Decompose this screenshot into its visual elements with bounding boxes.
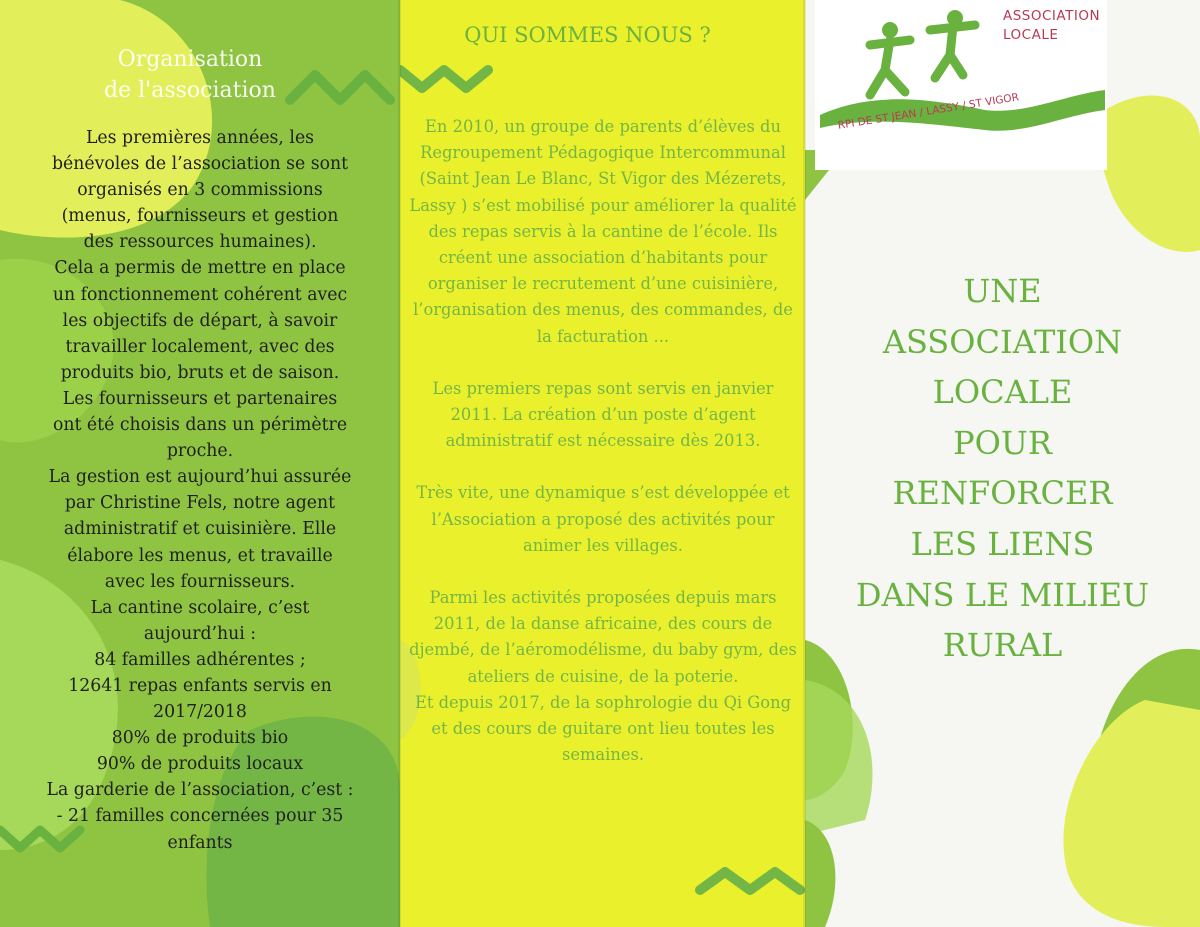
left-text-line: travailler localement, avec des (65, 336, 335, 357)
middle-paragraph-3: Très vite, une dynamique s’est développée et l’Association a proposé des activités pour animer les villages. (416, 483, 790, 555)
headline-line: UNE (963, 272, 1042, 310)
left-text-line: La gestion est aujourd’hui assurée (48, 467, 352, 488)
left-text-line: élabore les menus, et travaille (67, 545, 333, 566)
headline-line: POUR (953, 423, 1052, 462)
left-text-line: 2017/2018 (153, 702, 247, 723)
figure-body (870, 40, 910, 95)
left-body-text (18, 125, 382, 856)
left-text-line: des ressources humaines). (83, 232, 317, 253)
zigzag-top (400, 70, 488, 88)
yellow-blob-top-right (1097, 96, 1200, 252)
headline-line: RURAL (942, 626, 1063, 665)
fold-line (803, 0, 806, 927)
left-title-line: de l'association (104, 78, 276, 103)
left-text-line: les objectifs de départ, à savoir (62, 310, 338, 331)
left-text-line: 12641 repas enfants servis en (68, 675, 332, 696)
left-text-line: proche. (166, 441, 234, 462)
figure-body (930, 25, 975, 78)
left-text-line: Les fournisseurs et partenaires (62, 388, 338, 409)
headline-line: LOCALE (932, 373, 1073, 412)
left-text-line: La garderie de l’association, c’est : (46, 780, 354, 801)
left-panel (0, 0, 400, 927)
left-text-line: (menus, fournisseurs et gestion (61, 206, 339, 227)
fold-line (398, 0, 401, 927)
logo (815, 0, 1107, 170)
right-panel (805, 0, 1200, 927)
logo-rpi-text: RPI DE ST JEAN / LASSY / ST VIGOR (837, 91, 1020, 132)
headline-line: DANS LE MILIEU (855, 575, 1150, 614)
right-headline (805, 266, 1200, 671)
middle-paragraph-4: Parmi les activités proposées depuis mars 2011, de la danse africaine, des cours de djembé, de l’aéromodélisme, du baby gym, des ateliers de cuisine, de la poterie. (409, 588, 797, 686)
left-text-line: La cantine scolaire, c’est (90, 597, 310, 618)
middle-panel (400, 0, 805, 927)
zigzag-bottom (700, 872, 800, 890)
left-text-line: Cela a permis de mettre en place (54, 258, 346, 279)
middle-body-text (408, 114, 798, 768)
headline-line: RENFORCER (892, 474, 1113, 513)
left-text-line: produits bio, bruts et de saison. (60, 362, 340, 383)
left-text-line: enfants (167, 832, 233, 853)
middle-paragraph-2: Les premiers repas sont servis en janvier 2011. La création d’un poste d’agent administratif est nécessaire dès 2013. (432, 378, 774, 451)
left-title (20, 44, 360, 106)
left-text-line: avec les fournisseurs. (104, 571, 296, 592)
left-text-line: 80% de produits bio (111, 728, 289, 749)
left-text-line: 90% de produits locaux (96, 754, 304, 775)
yellow-blob-bottom-right (1063, 700, 1200, 927)
left-text-line: un fonctionnement cohérent avec (52, 284, 348, 305)
left-text-line: Les premières années, les (85, 128, 315, 148)
green-blob-bottom-left (805, 820, 835, 927)
left-text-line: par Christine Fels, notre agent (64, 493, 336, 514)
logo-word-association: ASSOCIATION (1003, 8, 1101, 24)
logo-word-locale: LOCALE (1003, 27, 1059, 43)
left-text-line: aujourd’hui : (143, 623, 257, 644)
middle-paragraph-5: Et depuis 2017, de la sophrologie du Qi Gong et des cours de guitare ont lieu toutes les semaines. (414, 692, 792, 765)
middle-title: QUI SOMMES NOUS ? (464, 23, 711, 47)
left-text-line: - 21 familles concernées pour 35 (56, 806, 344, 827)
left-text-line: bénévoles de l’association se sont (51, 154, 349, 175)
headline-line: ASSOCIATION (882, 322, 1123, 361)
left-text-line: 84 familles adhérentes ; (94, 649, 306, 670)
light-blob-left (805, 680, 873, 835)
headline-line: LES LIENS (910, 524, 1095, 563)
left-text-line: organisés en 3 commissions (77, 180, 323, 201)
left-title-line: Organisation (117, 47, 263, 72)
left-text-line: administratif et cuisinière. Elle (63, 519, 337, 540)
middle-paragraph-1: En 2010, un groupe de parents d’élèves du Regroupement Pédagogique Intercommunal (Saint Jean Le Blanc, St Vigor des Mézerets, Lassy ) s’est mobilisé pour améliorer la qualité des repas servis à la cantine de l’école. Ils créent une association d’habitants pour organiser le recrutement d’une cuisinière, l’organisation des menus, des commandes, de la facturation ... (409, 117, 797, 346)
left-text-line: ont été choisis dans un périmètre (52, 415, 348, 436)
